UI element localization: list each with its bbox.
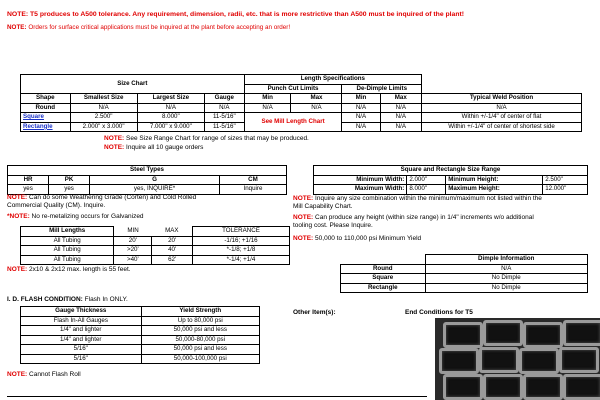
size-chart-table	[20, 74, 582, 132]
steel-note-galvanized	[7, 213, 144, 221]
mill-lengths-table	[20, 226, 290, 265]
note-text: Can do some Weathering Grade (Corten) and Cold Rolled	[27, 194, 197, 201]
tube-end	[523, 374, 563, 400]
note-text: tooling cost. Please Inquire.	[293, 222, 373, 229]
table-row	[21, 255, 290, 265]
table-row	[21, 103, 582, 113]
cell: yes, INQUIRE*	[90, 185, 220, 195]
size-range-title: Square and Rectangle Size Range	[314, 166, 588, 176]
cell: Minimum Width:	[314, 175, 407, 185]
note-label: NOTE:	[7, 266, 28, 273]
note-text: No re-metalizing occurs for Galvanized	[29, 213, 144, 220]
tube-end	[563, 320, 600, 346]
divider	[7, 396, 427, 397]
dimple-info-table	[340, 254, 588, 293]
table-row	[21, 246, 290, 256]
cell: N/A	[137, 103, 204, 113]
col-dd-max: Max	[380, 94, 422, 104]
tube-end	[443, 374, 483, 400]
cell: 1/4" and lighter	[21, 326, 142, 336]
col-smallest: Smallest Size	[70, 94, 137, 104]
table-row	[21, 326, 260, 336]
col-gauge-thickness: Gauge Thickness	[21, 307, 142, 317]
tube-end	[443, 322, 483, 348]
cell: 40'	[152, 246, 193, 256]
note-text: See Size Range Chart for range of sizes that may be produced.	[124, 135, 309, 142]
size-chart-note-gauge	[104, 144, 203, 152]
cell: >20'	[114, 246, 152, 256]
range-note-height	[293, 214, 534, 230]
cell: Within +/-1/4" of center of shortest side	[422, 122, 582, 132]
cell: N/A	[70, 103, 137, 113]
note-label: NOTE:	[7, 194, 28, 201]
cell: 2.500"	[70, 113, 137, 123]
col-weld: Typical Weld Position	[422, 94, 582, 104]
note-text: Commercial Quality (CM). Inquire.	[7, 202, 106, 209]
tube-end	[523, 322, 563, 348]
cell: 2.500"	[543, 175, 588, 185]
range-note-inquire	[293, 195, 542, 211]
table-row	[341, 283, 588, 293]
dimple-title: Dimple Information	[425, 255, 588, 265]
note-text: Inquire all 10 gauge orders	[124, 144, 204, 151]
cell: Round	[341, 264, 426, 274]
cell: N/A	[380, 122, 422, 132]
note-text: Can produce any height (within size range) in 1/4" increments w/o additional	[313, 214, 534, 221]
flash-title-text: Flash In ONLY.	[82, 296, 128, 303]
cell: yes	[8, 185, 49, 195]
cell: All Tubing	[21, 236, 114, 246]
col-hr: HR	[8, 175, 49, 185]
cell: N/A	[422, 103, 582, 113]
table-row	[21, 354, 260, 364]
tube-end	[563, 374, 600, 400]
col-gauge: Gauge	[204, 94, 244, 104]
cell: Square	[341, 274, 426, 284]
col-pk: PK	[49, 175, 90, 185]
steel-types-title: Steel Types	[8, 166, 287, 176]
cell: 11-5/16"	[204, 122, 244, 132]
tube-ends-photo	[435, 318, 600, 400]
size-range-table	[313, 165, 588, 195]
flash-condition-title	[7, 296, 128, 304]
punch-cut-title: Punch Cut Limits	[244, 84, 342, 94]
cell: 5/16"	[21, 345, 142, 355]
cell: N/A	[244, 103, 291, 113]
tube-end	[559, 347, 599, 373]
cell: All Tubing	[21, 246, 114, 256]
note-label: NOTE:	[7, 371, 28, 378]
cell: 20'	[114, 236, 152, 246]
col-g: G	[90, 175, 220, 185]
note-text: 2x10 & 2x12 max. length is 55 feet.	[27, 266, 131, 273]
note-text: Inquire any size combination within the minimum/maximum not listed within the	[313, 195, 542, 202]
table-row	[21, 345, 260, 355]
mill-note-length	[7, 266, 131, 274]
cell: 8.000"	[137, 113, 204, 123]
cell: 50,000 psi and less	[141, 345, 259, 355]
col-pc-max: Max	[291, 94, 342, 104]
cell: 7.000" x 9.000"	[137, 122, 204, 132]
tube-end	[483, 320, 523, 346]
cell: No Dimple	[425, 283, 588, 293]
cell: Rectangle	[341, 283, 426, 293]
cell: Inquire	[219, 185, 286, 195]
cell: No Dimple	[425, 274, 588, 284]
note-label: NOTE:	[293, 235, 314, 242]
other-items-label: Other Item(s):	[293, 309, 336, 316]
tube-end	[483, 374, 523, 400]
flash-note	[7, 371, 81, 379]
col-cm: CM	[219, 175, 286, 185]
table-row	[21, 316, 260, 326]
note-label: NOTE:	[293, 214, 314, 221]
cell: 8.000"	[407, 185, 446, 195]
note-label: *NOTE:	[7, 213, 30, 220]
cell: Maximum Height:	[446, 185, 543, 195]
cell: N/A	[342, 122, 380, 132]
col-yield-strength: Yield Strength	[141, 307, 259, 317]
length-spec-title: Length Specifications	[244, 75, 421, 85]
note-label: NOTE:	[104, 135, 125, 142]
cell: 2.000"	[407, 175, 446, 185]
cell: 2.000" x 3.000"	[70, 122, 137, 132]
dedimple-title: De-Dimple Limits	[342, 84, 422, 94]
col-max: MAX	[165, 227, 179, 234]
cell: -1/16; +1/16	[192, 236, 289, 246]
cell: 1/4" and lighter	[21, 335, 142, 345]
cell: 11-5/16"	[204, 113, 244, 123]
cell: N/A	[342, 103, 380, 113]
cell: >40'	[114, 255, 152, 265]
note-surface-critical	[7, 24, 290, 32]
tube-end	[519, 348, 559, 374]
flash-table	[20, 306, 260, 364]
note-text: Cannot Flash Roll	[27, 371, 81, 378]
end-conditions-label: End Conditions for T5	[405, 309, 473, 316]
steel-note-weathering	[7, 194, 196, 210]
cell: 62'	[152, 255, 193, 265]
table-row	[21, 236, 290, 246]
col-mill-lengths: Mill Lengths	[21, 227, 114, 237]
tube-end	[439, 348, 479, 374]
cell: N/A	[380, 113, 422, 123]
note-text: Mill Capability Chart.	[293, 203, 353, 210]
note-a500-tolerance: NOTE: T5 produces to A500 tolerance. Any requirement, dimension, radii, etc. that is more restrictive than A500 must be inquired of the plant!	[7, 11, 464, 18]
table-row	[314, 175, 588, 185]
note-text: Orders for surface critical applications must be inquired at the plant before accepting an order!	[26, 24, 291, 31]
table-row	[21, 113, 582, 123]
cell: 5/16"	[21, 354, 142, 364]
cell: yes	[49, 185, 90, 195]
tube-end	[479, 347, 519, 373]
cell: N/A	[380, 103, 422, 113]
cell: N/A	[291, 103, 342, 113]
cell: 50,000-80,000 psi	[141, 335, 259, 345]
col-tolerance: TOLERANCE	[192, 227, 289, 237]
cell: N/A	[425, 264, 588, 274]
flash-title-label: I. D. FLASH CONDITION:	[7, 296, 83, 303]
shape-round: Round	[21, 103, 71, 113]
table-row	[341, 274, 588, 284]
cell: Minimum Height:	[446, 175, 543, 185]
note-label: NOTE:	[7, 24, 27, 31]
cell: *-1/4; +1/4	[192, 255, 289, 265]
cell: All Tubing	[21, 255, 114, 265]
cell: 50,000-100,000 psi	[141, 354, 259, 364]
table-row	[21, 335, 260, 345]
note-label: NOTE:	[104, 144, 125, 151]
table-row	[341, 264, 588, 274]
steel-types-table	[7, 165, 287, 195]
range-note-yield	[293, 235, 421, 243]
note-label: NOTE:	[293, 195, 314, 202]
cell: Within +/-1/4" of center of flat	[422, 113, 582, 123]
col-dd-min: Min	[342, 94, 380, 104]
cell: Up to 80,000 psi	[141, 316, 259, 326]
col-shape: Shape	[21, 94, 71, 104]
cell: 20'	[152, 236, 193, 246]
col-pc-min: Min	[244, 94, 291, 104]
cell: *-1/8; +1/8	[192, 246, 289, 256]
cell: N/A	[204, 103, 244, 113]
cell: 50,000 psi and less	[141, 326, 259, 336]
cell: 12.000"	[543, 185, 588, 195]
cell: Maximum Width:	[314, 185, 407, 195]
square-link[interactable]: Square	[23, 113, 44, 121]
table-row	[314, 185, 588, 195]
cell: Flash In-All Gauges	[21, 316, 142, 326]
col-largest: Largest Size	[137, 94, 204, 104]
size-chart-title: Size Chart	[21, 75, 245, 94]
rectangle-link[interactable]: Rectangle	[23, 122, 53, 130]
col-min: MIN	[127, 227, 139, 234]
see-mill-length-chart: See Mill Length Chart	[244, 113, 342, 132]
size-chart-note-range	[104, 135, 309, 143]
table-row	[8, 185, 287, 195]
cell: N/A	[342, 113, 380, 123]
note-text: 50,000 to 110,000 psi Minimum Yield	[313, 235, 422, 242]
